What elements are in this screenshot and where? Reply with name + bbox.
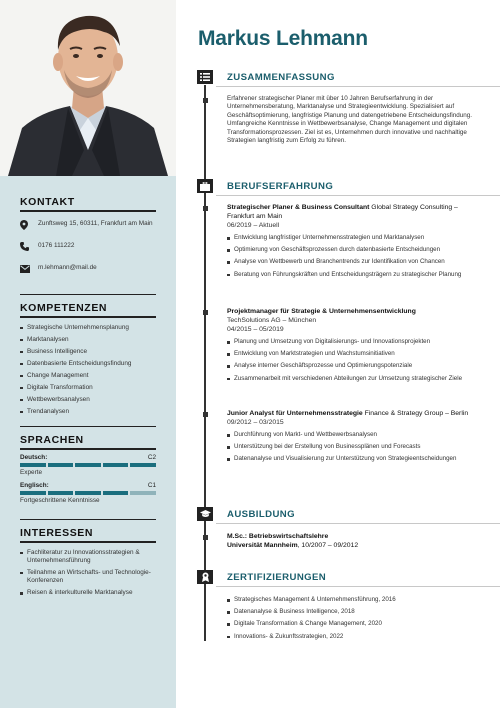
job-company: TechSolutions AG – München: [227, 317, 317, 324]
list-item: Strategische Unternehmensplanung: [20, 324, 156, 332]
job-entry: [227, 409, 482, 468]
summary-text: Erfahrener strategischer Planer mit über 10 Jahren Berufserfahrung in der Unternehmensberatung, Marktanalyse und Strategieentwicklung. Spezialisiert auf Geschäftsoptimierung, langfristige Planung und datengetriebene Entscheidungsfindung. Umfangreiche Kenntnisse in Wettbewerbsanalyse, Change Management und digitalen Transformationsprozessen. Ziel ist es, Unternehmen durch innovative und nachhaltige Strategien langfristig zum Erfolg zu führen.: [227, 95, 473, 145]
language-english: [20, 482, 156, 504]
timeline-dot: [203, 535, 208, 540]
timeline-dot: [203, 412, 208, 417]
experience-divider: [216, 195, 500, 196]
list-item: Strategisches Management & Unternehmensführung, 2016: [227, 596, 482, 604]
contact-address-text: Zunftsweg 15, 60311, Frankfurt am Main: [38, 219, 153, 227]
job-entry: [227, 307, 482, 387]
list-item: Zusammenarbeit mit verschiedenen Abteilungen zur Umsetzung strategischer Ziele: [227, 375, 482, 383]
certifications-heading: ZERTIFIZIERUNGEN: [227, 572, 327, 583]
contact-divider: [20, 210, 156, 212]
list-item: Datenanalyse & Business Intelligence, 2018: [227, 608, 482, 616]
contact-email: [20, 264, 156, 274]
summary-heading: ZUSAMMENFASSUNG: [227, 72, 335, 83]
list-item: Entwicklung von Marktstrategien und Wachstumsinitiativen: [227, 350, 482, 358]
list-item: Unterstützung bei der Erstellung von Businessplänen und Forecasts: [227, 443, 482, 451]
list-item: Teilnahme an Wirtschafts- und Technologie-Konferenzen: [20, 569, 156, 585]
list-icon: [197, 70, 213, 84]
job-company: Global Strategy Consulting – Frankfurt am Main: [227, 204, 458, 220]
education-heading: AUSBILDUNG: [227, 509, 295, 520]
timeline-line: [204, 85, 206, 641]
contact-phone: [20, 242, 156, 252]
education-entry: [227, 532, 482, 550]
languages-divider: [20, 448, 156, 450]
list-item: Fachliteratur zu Innovationsstrategien & Unternehmensführung: [20, 549, 156, 565]
job-dates: 04/2015 – 05/2019: [227, 326, 284, 333]
list-item: Innovations- & Zukunftsstrategien, 2022: [227, 633, 482, 641]
language-level: Experte: [20, 468, 43, 476]
interests-list: [20, 549, 156, 598]
job-dates: 09/2012 – 03/2015: [227, 419, 284, 426]
list-item: Datenbasierte Entscheidungsfindung: [20, 360, 156, 368]
contact-heading: KONTAKT: [20, 196, 75, 208]
list-item: Optimierung von Geschäftsprozessen durch datenbasierte Entscheidungen: [227, 246, 482, 254]
list-item: Beratung von Führungskräften und Entscheidungsträgern zu strategischer Planung: [227, 271, 482, 279]
list-item: Planung und Umsetzung von Digitalisierungs- und Innovationsprojekten: [227, 338, 482, 346]
list-item: Digitale Transformation & Change Management, 2020: [227, 620, 482, 628]
certifications-entry: [227, 596, 482, 645]
briefcase-icon: [197, 179, 213, 193]
list-item: Digitale Transformation: [20, 384, 156, 392]
competences-top-divider: [20, 294, 156, 296]
page-title: Markus Lehmann: [198, 27, 368, 50]
job-company: Finance & Strategy Group – Berlin: [364, 410, 469, 417]
job-role: Junior Analyst für Unternehmensstrategie: [227, 410, 363, 417]
language-code: C2: [147, 453, 156, 461]
certifications-divider: [216, 586, 500, 587]
language-code: C1: [147, 481, 156, 489]
contact-phone-text[interactable]: 0176 111222: [38, 241, 75, 249]
list-item: Datenanalyse und Visualisierung zur Unterstützung von Strategieentscheidungen: [227, 455, 482, 463]
list-item: Reisen & interkulturelle Marktanalyse: [20, 589, 156, 597]
job-dates: 06/2019 – Aktuell: [227, 222, 280, 229]
graduation-cap-icon: [197, 507, 213, 521]
education-degree: M.Sc.: Betriebswirtschaftslehre: [227, 533, 329, 540]
profile-photo: [0, 0, 176, 176]
language-name: Englisch:: [20, 481, 49, 489]
timeline-dot: [203, 206, 208, 211]
list-item: Analyse interner Geschäftsprozesse und Optimierungspotenziale: [227, 362, 482, 370]
interests-divider: [20, 541, 156, 543]
list-item: Durchführung von Markt- und Wettbewerbsanalysen: [227, 431, 482, 439]
envelope-icon: [20, 264, 32, 274]
timeline-dot: [203, 98, 208, 103]
language-name: Deutsch:: [20, 453, 48, 461]
main-content: [176, 0, 500, 708]
contact-address: [20, 220, 156, 230]
competences-divider: [20, 316, 156, 318]
interests-top-divider: [20, 519, 156, 521]
education-divider: [216, 523, 500, 524]
languages-heading: SPRACHEN: [20, 434, 84, 447]
education-school: Universität Mannheim: [227, 542, 298, 549]
list-item: Change Management: [20, 372, 156, 380]
contact-email-text[interactable]: m.lehmann@mail.de: [38, 263, 97, 271]
languages-top-divider: [20, 426, 156, 428]
job-role: Strategischer Planer & Business Consultant: [227, 204, 370, 211]
sidebar: [0, 0, 176, 708]
job-role: Projektmanager für Strategie & Unternehmensentwicklung: [227, 308, 416, 315]
list-item: Entwicklung langfristiger Unternehmensstrategien und Marktanalysen: [227, 234, 482, 242]
interests-heading: INTERESSEN: [20, 527, 94, 540]
language-german: [20, 454, 156, 476]
language-level-bar: [20, 491, 156, 495]
competences-heading: KOMPETENZEN: [20, 302, 108, 314]
certificate-icon: [197, 570, 213, 584]
education-dates: , 10/2007 – 09/2012: [297, 542, 359, 549]
list-item: Trendanalysen: [20, 408, 156, 416]
list-item: Marktanalysen: [20, 336, 156, 344]
competences-list: [20, 324, 156, 416]
phone-icon: [20, 242, 32, 252]
language-level-bar: [20, 463, 156, 467]
language-level: Fortgeschrittene Kenntnisse: [20, 496, 100, 504]
job-entry: [227, 203, 482, 283]
list-item: Wettbewerbsanalysen: [20, 396, 156, 404]
list-item: Analyse von Wettbewerb und Branchentrends zur Identifikation von Chancen: [227, 258, 482, 266]
summary-divider: [216, 86, 500, 87]
list-item: Business Intelligence: [20, 348, 156, 356]
experience-heading: BERUFSERFAHRUNG: [227, 181, 334, 192]
location-pin-icon: [20, 220, 32, 230]
timeline-dot: [203, 310, 208, 315]
